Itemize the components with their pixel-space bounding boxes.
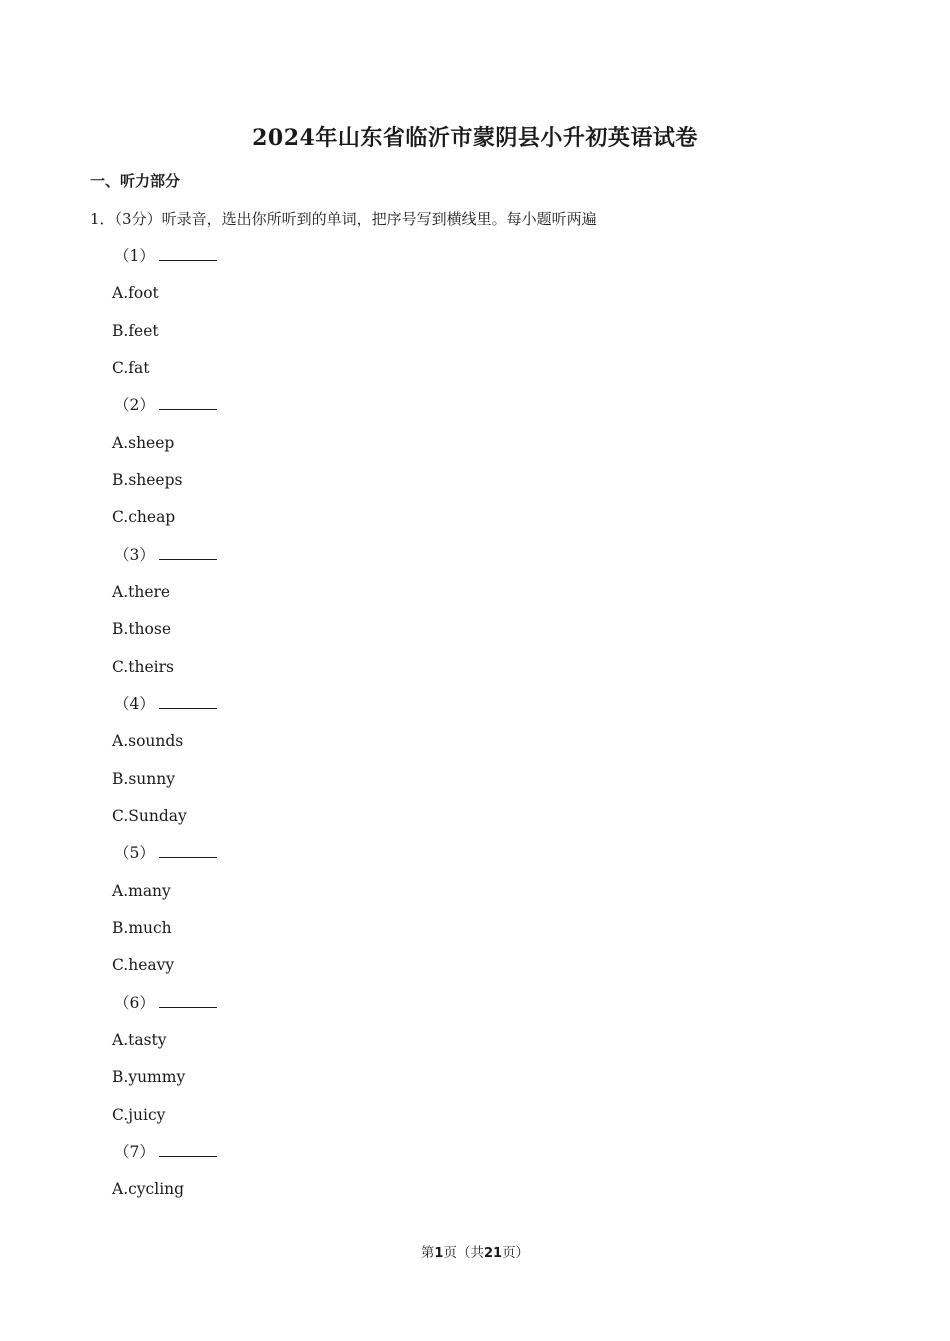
question-items bbox=[112, 244, 812, 1215]
option: A.sheep bbox=[112, 433, 175, 452]
sub-question-label: （3） bbox=[112, 543, 812, 580]
sub-question-label: （6） bbox=[112, 991, 812, 1028]
option: B.sunny bbox=[112, 769, 175, 788]
answer-blank[interactable] bbox=[159, 393, 217, 410]
option: A.many bbox=[112, 881, 171, 900]
option: C.fat bbox=[112, 358, 150, 377]
question-text: 1．（3分）听录音，选出你所听到的单词，把序号写到横线里。每小题听两遍 bbox=[90, 210, 597, 228]
section-heading: 一、听力部分 bbox=[90, 172, 181, 190]
sub-question-label: （7） bbox=[112, 1140, 812, 1177]
sub-question-label: （5） bbox=[112, 841, 812, 878]
answer-blank[interactable] bbox=[159, 991, 217, 1008]
answer-blank[interactable] bbox=[159, 692, 217, 709]
option: C.cheap bbox=[112, 508, 176, 527]
option: C.heavy bbox=[112, 956, 175, 975]
option: C.Sunday bbox=[112, 806, 187, 825]
answer-blank[interactable] bbox=[159, 244, 217, 261]
current-page-number: 1 bbox=[434, 1246, 444, 1261]
option: A.sounds bbox=[112, 732, 184, 751]
option: C.juicy bbox=[112, 1105, 166, 1124]
answer-blank[interactable] bbox=[159, 841, 217, 858]
option: B.yummy bbox=[112, 1068, 186, 1087]
total-pages-number: 21 bbox=[483, 1246, 503, 1261]
option: A.there bbox=[112, 582, 171, 601]
sub-question-label: （4） bbox=[112, 692, 812, 729]
option: A.tasty bbox=[112, 1030, 167, 1049]
page-title: 2024年山东省临沂市蒙阴县小升初英语试卷 bbox=[252, 125, 698, 151]
option: A.cycling bbox=[112, 1180, 185, 1199]
answer-blank[interactable] bbox=[159, 543, 217, 560]
option: C.theirs bbox=[112, 657, 174, 676]
option: B.much bbox=[112, 918, 172, 937]
sub-question-label: （1） bbox=[112, 244, 812, 281]
option: A.foot bbox=[112, 284, 159, 303]
option: B.sheeps bbox=[112, 470, 183, 489]
answer-blank[interactable] bbox=[159, 1140, 217, 1157]
option: B.feet bbox=[112, 321, 159, 340]
sub-question-label: （2） bbox=[112, 393, 812, 430]
page-footer: 第1页（共21页） bbox=[420, 1245, 530, 1261]
option: B.those bbox=[112, 620, 171, 639]
